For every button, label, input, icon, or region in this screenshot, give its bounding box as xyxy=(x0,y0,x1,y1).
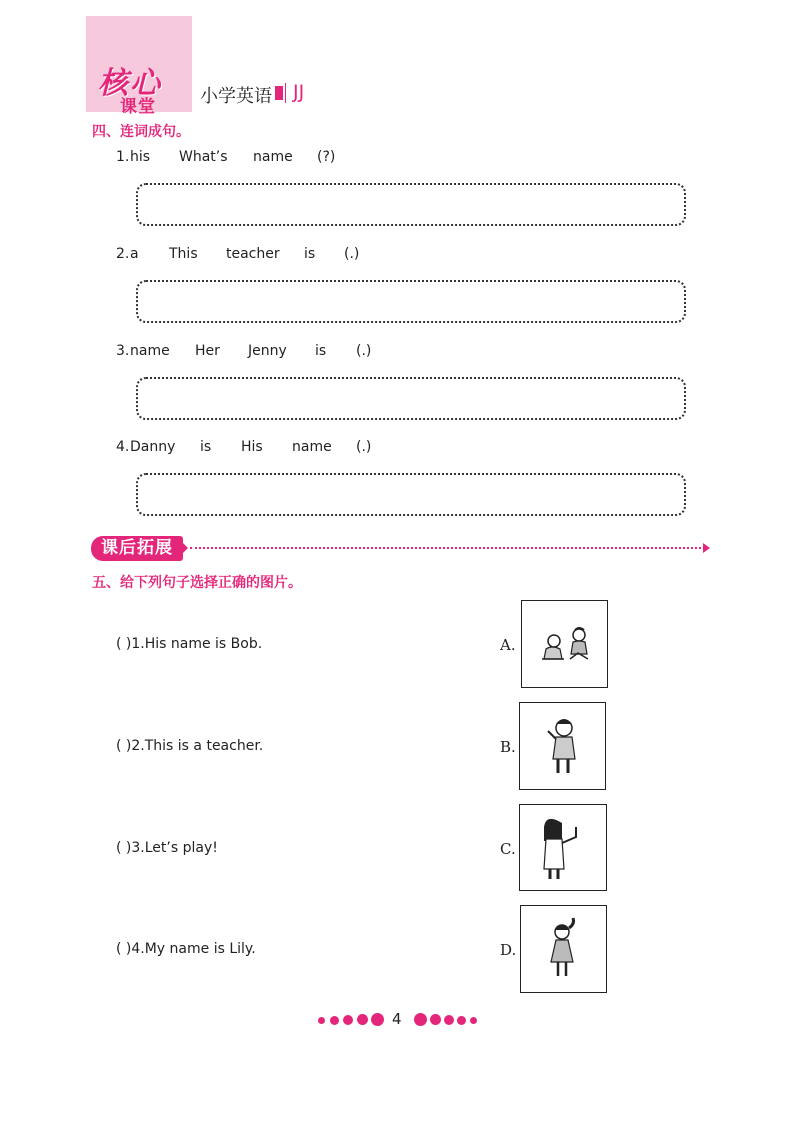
question-number: 2. xyxy=(116,246,130,262)
question-2 xyxy=(116,246,416,264)
answer-box-3[interactable] xyxy=(136,377,686,420)
logo-title: 核心 xyxy=(98,66,162,101)
word: name xyxy=(130,343,170,359)
punctuation-hint: (?) xyxy=(317,149,336,165)
option-letter-a: A. xyxy=(500,636,516,654)
word: is xyxy=(304,246,316,262)
sentence: 3.Let’s play! xyxy=(131,840,218,856)
punctuation-hint: (.) xyxy=(344,246,360,262)
question-1 xyxy=(116,149,416,167)
footer-dot xyxy=(330,1016,339,1025)
sentence: 4.My name is Lily. xyxy=(131,941,256,957)
footer-dot xyxy=(430,1014,441,1025)
question-number: 3. xyxy=(116,343,130,359)
option-letter-d: D. xyxy=(500,941,517,959)
punctuation-hint: (.) xyxy=(356,439,372,455)
answer-parentheses[interactable]: ( ) xyxy=(116,941,132,957)
word: His xyxy=(241,439,263,455)
word: a xyxy=(130,246,139,262)
punctuation-hint: (.) xyxy=(356,343,372,359)
word: Jenny xyxy=(248,343,287,359)
match-item-4 xyxy=(116,941,256,957)
option-image-b[interactable] xyxy=(519,702,606,790)
banner-tip xyxy=(180,540,188,556)
word: his xyxy=(130,149,151,165)
footer-dot xyxy=(357,1014,368,1025)
answer-box-1[interactable] xyxy=(136,183,686,226)
word: Danny xyxy=(130,439,176,455)
word: name xyxy=(253,149,293,165)
banner-dotted-line xyxy=(190,547,705,549)
question-3 xyxy=(116,343,416,361)
answer-parentheses[interactable]: ( ) xyxy=(116,738,132,754)
option-image-d[interactable] xyxy=(520,905,607,993)
answer-parentheses[interactable]: ( ) xyxy=(116,840,132,856)
match-item-3 xyxy=(116,840,218,856)
footer-dot xyxy=(371,1013,384,1026)
footer-dot xyxy=(318,1017,325,1024)
page-number: 4 xyxy=(392,1010,402,1028)
answer-parentheses[interactable]: ( ) xyxy=(116,636,132,652)
boy-waving-icon xyxy=(520,703,605,789)
subject-title: 小学英语 xyxy=(200,86,272,107)
word: is xyxy=(315,343,327,359)
footer-dot xyxy=(470,1017,477,1024)
option-letter-b: B. xyxy=(500,738,516,756)
footer-dot xyxy=(414,1013,427,1026)
section-banner: 课后拓展 xyxy=(91,536,183,561)
edition-label: JJ xyxy=(293,81,305,103)
option-image-c[interactable] xyxy=(519,804,607,891)
sentence: 2.This is a teacher. xyxy=(131,738,264,754)
sentence: 1.His name is Bob. xyxy=(131,636,263,652)
section-5-title: 五、给下列句子选择正确的图片。 xyxy=(92,575,302,591)
section-4-title: 四、连词成句。 xyxy=(92,124,190,140)
subject-divider-block xyxy=(275,86,283,100)
girl-standing-icon xyxy=(521,906,606,992)
word: teacher xyxy=(226,246,280,262)
woman-teacher-icon xyxy=(520,805,606,890)
word: Her xyxy=(195,343,220,359)
answer-box-4[interactable] xyxy=(136,473,686,516)
word: is xyxy=(200,439,212,455)
question-number: 1. xyxy=(116,149,130,165)
two-kids-playing-icon xyxy=(522,601,607,687)
footer-dot xyxy=(343,1015,353,1025)
match-item-2 xyxy=(116,738,263,754)
arrow-right-icon xyxy=(703,543,710,553)
word: What’s xyxy=(179,149,228,165)
logo-subtitle: 课堂 xyxy=(120,97,156,116)
subject-divider-line xyxy=(285,83,286,103)
question-number: 4. xyxy=(116,439,130,455)
option-letter-c: C. xyxy=(500,840,516,858)
option-image-a[interactable] xyxy=(521,600,608,688)
word: This xyxy=(169,246,198,262)
answer-box-2[interactable] xyxy=(136,280,686,323)
match-item-1 xyxy=(116,636,262,652)
question-4 xyxy=(116,439,416,457)
footer-dot xyxy=(457,1016,466,1025)
footer-dot xyxy=(444,1015,454,1025)
word: name xyxy=(292,439,332,455)
